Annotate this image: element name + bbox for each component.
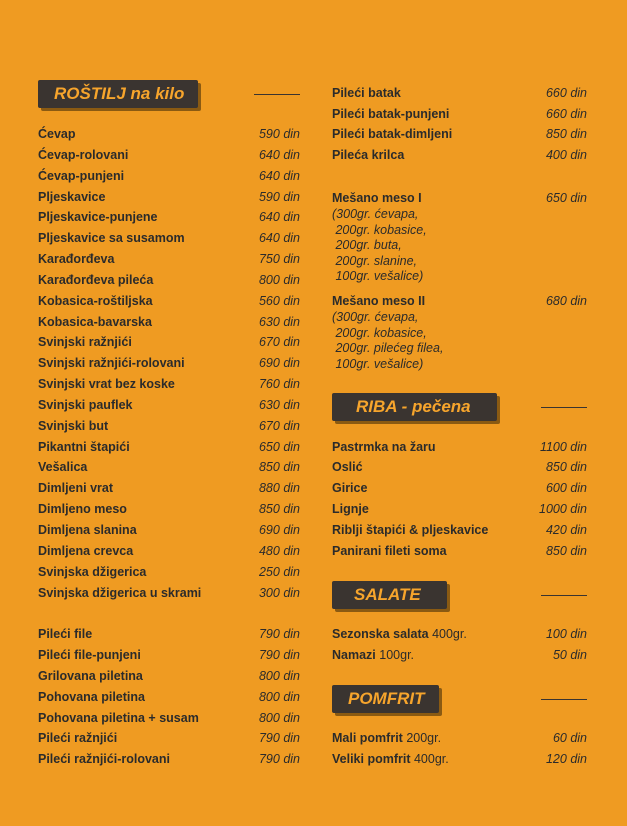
menu-item: Lignje 1000 din bbox=[332, 502, 587, 516]
menu-item: Pileći ražnjići 790 din bbox=[38, 731, 300, 745]
menu-item: Dimljeno meso 850 din bbox=[38, 502, 300, 516]
section-header-rostilj bbox=[38, 80, 300, 110]
menu-item: Pileća krilca 400 din bbox=[332, 148, 587, 162]
menu-item: Svinjski but 670 din bbox=[38, 419, 300, 433]
section-rule bbox=[254, 94, 300, 95]
menu-item: Pastrmka na žaru 1100 din bbox=[332, 440, 587, 454]
menu-item: Dimljeni vrat 880 din bbox=[38, 481, 300, 495]
menu-item: Svinjska džigerica u skrami 300 din bbox=[38, 586, 300, 600]
menu-item: Karađorđeva 750 din bbox=[38, 252, 300, 266]
menu-item: Pljeskavice-punjene 640 din bbox=[38, 210, 300, 224]
menu-item: Ćevap-punjeni 640 din bbox=[38, 169, 300, 183]
menu-item: Svinjski ražnjići-rolovani 690 din bbox=[38, 356, 300, 370]
menu-item: Pljeskavice 590 din bbox=[38, 190, 300, 204]
menu-item: Kobasica-roštiljska 560 din bbox=[38, 294, 300, 308]
menu-item: Panirani fileti soma 850 din bbox=[332, 544, 587, 558]
menu-item: Namazi 100gr. 50 din bbox=[332, 648, 587, 662]
menu-item: Ćevap-rolovani 640 din bbox=[38, 148, 300, 162]
menu-item: Pileći file-punjeni 790 din bbox=[38, 648, 300, 662]
section-header-pomfrit bbox=[332, 685, 587, 715]
mixed-meat-item-2: Mešano meso II 680 din (300gr. ćevapa, 200gr. kobasice, 200gr. pilećeg filea, 100gr. vešalice) bbox=[332, 294, 587, 371]
menu-item: Ćevap 590 din bbox=[38, 127, 300, 141]
mixed-meat-contents: (300gr. ćevapa, 200gr. kobasice, 200gr. pilećeg filea, 100gr. vešalice) bbox=[332, 310, 444, 371]
menu-item: Svinjski pauflek 630 din bbox=[38, 398, 300, 412]
menu-item: Pileći batak 660 din bbox=[332, 86, 587, 100]
menu-item: Dimljena crevca 480 din bbox=[38, 544, 300, 558]
section-rule bbox=[541, 595, 587, 596]
menu-item: Pljeskavice sa susamom 640 din bbox=[38, 231, 300, 245]
menu-item: Grilovana piletina 800 din bbox=[38, 669, 300, 683]
menu-item: Veliki pomfrit 400gr. 120 din bbox=[332, 752, 587, 766]
menu-item: Sezonska salata 400gr. 100 din bbox=[332, 627, 587, 641]
menu-item: Karađorđeva pileća 800 din bbox=[38, 273, 300, 287]
menu-item: Pileći file 790 din bbox=[38, 627, 300, 641]
menu-item: Pohovana piletina 800 din bbox=[38, 690, 300, 704]
menu-item: Svinjska džigerica 250 din bbox=[38, 565, 300, 579]
section-header-riba bbox=[332, 393, 587, 423]
menu-item: Svinjski vrat bez koske 760 din bbox=[38, 377, 300, 391]
menu-item: Pohovana piletina + susam 800 din bbox=[38, 711, 300, 725]
menu-item: Mali pomfrit 200gr. 60 din bbox=[332, 731, 587, 745]
mixed-meat-item-1: Mešano meso I 650 din (300gr. ćevapa, 200gr. kobasice, 200gr. buta, 200gr. slanine, 100gr. vešalice) bbox=[332, 191, 587, 283]
menu-item: Pileći batak-dimljeni 850 din bbox=[332, 127, 587, 141]
menu-item: Pileći ražnjići-rolovani 790 din bbox=[38, 752, 300, 766]
menu-item: Girice 600 din bbox=[332, 481, 587, 495]
section-header-salate bbox=[332, 581, 587, 611]
menu-item: Kobasica-bavarska 630 din bbox=[38, 315, 300, 329]
section-title-pomfrit: POMFRIT bbox=[332, 685, 439, 713]
mixed-meat-contents: (300gr. ćevapa, 200gr. kobasice, 200gr. buta, 200gr. slanine, 100gr. vešalice) bbox=[332, 207, 427, 283]
section-title-rostilj: ROŠTILJ na kilo bbox=[38, 80, 198, 108]
section-rule bbox=[541, 699, 587, 700]
section-rule bbox=[541, 407, 587, 408]
menu-item: Dimljena slanina 690 din bbox=[38, 523, 300, 537]
menu-item: Pikantni štapići 650 din bbox=[38, 440, 300, 454]
menu-item: Pileći batak-punjeni 660 din bbox=[332, 107, 587, 121]
menu-item: Svinjski ražnjići 670 din bbox=[38, 335, 300, 349]
menu-item: Riblji štapići & pljeskavice 420 din bbox=[332, 523, 587, 537]
section-title-riba: RIBA - pečena bbox=[332, 393, 497, 421]
menu-item: Oslić 850 din bbox=[332, 460, 587, 474]
section-title-salate: SALATE bbox=[332, 581, 447, 609]
menu-item: Vešalica 850 din bbox=[38, 460, 300, 474]
